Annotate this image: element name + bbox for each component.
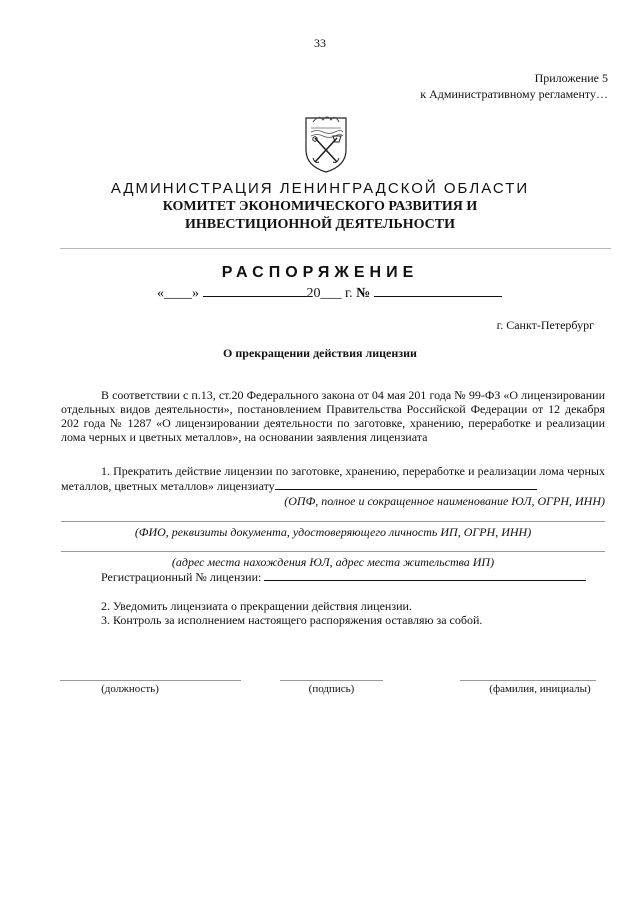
preamble-paragraph: В соответствии с п.13, ст.20 Федерального закона от 04 мая 201 года № 99-ФЗ «О лицензировании отдельных видов деятельности», постановлением Правительства Российской Федерации от 12 декабря 202 года № 1287 «О лицензировании деятельности по заготовке, хранению, переработке и реализации лома черных и цветных металлов», на основании заявления лицензиата xyxy=(61,388,605,444)
position-line xyxy=(60,680,241,681)
date-year: 20___ г. xyxy=(306,286,353,301)
number-sign: № xyxy=(356,286,371,301)
hint-organization: (ОПФ, полное и сокращенное наименование ЮЛ, ОГРН, ИНН) xyxy=(284,494,605,508)
licensee-line-2 xyxy=(61,521,605,522)
name-caption: (фамилия, инициалы) xyxy=(489,683,591,695)
committee-name xyxy=(0,198,640,234)
document-number-blank xyxy=(374,285,502,297)
appendix-line-2: к Административному регламенту… xyxy=(420,87,608,101)
licensee-blank xyxy=(275,478,537,490)
document-title: РАСПОРЯЖЕНИЕ xyxy=(221,264,419,281)
committee-line-1: КОМИТЕТ ЭКОНОМИЧЕСКОГО РАЗВИТИЯ И xyxy=(162,199,478,214)
hint-address: (адрес места нахождения ЮЛ, адрес места жительства ИП) xyxy=(171,555,495,569)
registration-number-blank xyxy=(264,569,586,581)
item-3: 3. Контроль за исполнением настоящего распоряжения оставляю за собой. xyxy=(101,613,483,627)
position-caption: (должность) xyxy=(101,683,159,695)
date-number-line xyxy=(157,285,502,302)
administration-name: АДМИНИСТРАЦИЯ ЛЕНИНГРАДСКОЙ ОБЛАСТИ xyxy=(110,180,530,197)
city: г. Санкт-Петербург xyxy=(496,318,594,332)
committee-line-2: ИНВЕСТИЦИОННОЙ ДЕЯТЕЛЬНОСТИ xyxy=(184,217,456,232)
coat-of-arms-icon xyxy=(303,112,349,174)
appendix-line-1: Приложение 5 xyxy=(534,71,608,85)
item-1-text: 1. Прекратить действие лицензии по заготовке, хранению, переработке и реализации лома черных металлов, цветных металлов» лицензиату xyxy=(61,464,605,493)
appendix-note xyxy=(420,70,608,102)
date-month-blank xyxy=(203,285,307,297)
hint-person: (ФИО, реквизиты документа, удостоверяющего личность ИП, ОГРН, ИНН) xyxy=(134,525,532,539)
registration-number-label: Регистрационный № лицензии: xyxy=(101,570,262,584)
page-number: 33 xyxy=(314,36,326,50)
document-subject: О прекращении действия лицензии xyxy=(223,346,417,360)
item-1 xyxy=(61,464,605,493)
name-line xyxy=(460,680,596,681)
registration-number-row xyxy=(61,569,605,584)
date-day: «____» xyxy=(157,286,199,301)
item-2: 2. Уведомить лицензиата о прекращении действия лицензии. xyxy=(101,599,412,613)
header-divider xyxy=(60,248,611,249)
signature-caption: (подпись) xyxy=(308,683,355,695)
signature-line xyxy=(280,680,383,681)
address-line xyxy=(61,551,605,552)
